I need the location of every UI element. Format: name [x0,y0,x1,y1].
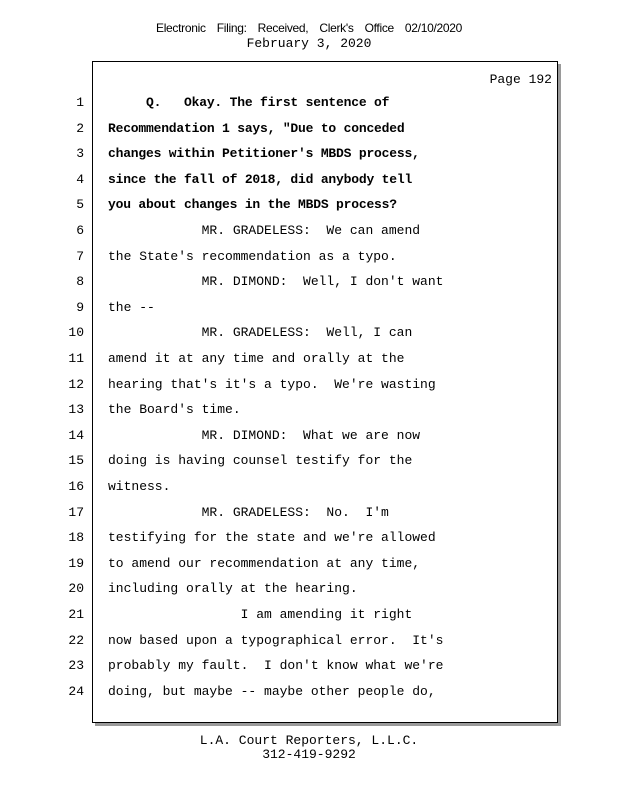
line-text: MR. DIMOND: What we are now [108,427,421,443]
line-text: the -- [108,299,155,315]
line-text: doing is having counsel testify for the [108,453,413,469]
reporter-company: L.A. Court Reporters, L.L.C. [199,733,419,748]
line-text: MR. GRADELESS: Well, I can [108,325,413,341]
line-number: 11 [68,351,84,366]
page-number: Page 192 [489,72,552,87]
line-text: the State's recommendation as a typo. [108,248,397,264]
transcript-line [0,197,618,217]
transcript-line [0,351,618,371]
transcript-line [0,530,618,550]
line-number: 22 [68,632,84,648]
transcript-line [0,249,618,269]
transcript-line [0,377,618,397]
transcript-line [0,428,618,448]
line-number: 8 [76,274,84,290]
transcript-line [0,325,618,345]
line-number: 20 [68,581,84,597]
line-text: amend it at any time and orally at the [108,351,405,366]
line-text: Recommendation 1 says, "Due to conceded [108,120,405,136]
transcript-line [0,223,618,243]
transcript-line [0,658,618,678]
line-text: now based upon a typographical error. It's [108,632,444,648]
reporter-phone: 312-419-9292 [262,747,356,762]
line-number: 1 [76,95,84,110]
transcript-line [0,453,618,473]
line-text: including orally at the hearing. [108,581,358,597]
transcript-line [0,633,618,653]
line-number: 3 [76,146,84,162]
line-number: 7 [76,248,84,264]
transcript-line [0,556,618,576]
line-number: 14 [68,427,84,443]
line-text: changes within Petitioner's MBDS process, [108,146,420,162]
transcript-line [0,684,618,704]
transcript-line [0,581,618,601]
transcript-line [0,300,618,320]
line-number: 17 [68,504,84,520]
line-text: the Board's time. [108,402,241,418]
line-number: 23 [68,658,84,674]
transcript-line [0,274,618,294]
line-number: 16 [68,479,84,494]
line-number: 18 [68,530,84,546]
line-text: since the fall of 2018, did anybody tell [108,171,413,187]
line-number: 6 [76,223,84,238]
line-number: 12 [68,376,84,392]
transcript-line [0,505,618,525]
transcript-line [0,172,618,192]
line-text: MR. GRADELESS: We can amend [108,223,421,238]
line-number: 5 [76,197,84,213]
line-number: 4 [76,171,84,187]
line-text: you about changes in the MBDS process? [108,197,397,213]
transcript-line [0,146,618,166]
line-number: 24 [68,683,84,699]
filing-stamp: Electronic Filing: Received, Clerk's Office 02/10/2020 [155,21,462,35]
transcript-line [0,607,618,627]
transcript-line [0,402,618,422]
line-number: 9 [76,299,84,315]
line-text: MR. DIMOND: Well, I don't want [108,274,444,290]
line-text: probably my fault. I don't know what we're [108,658,444,674]
line-text: testifying for the state and we're allowed [108,530,436,546]
line-number: 13 [68,402,84,418]
transcript-line [0,479,618,499]
line-text: Q. Okay. The first sentence of [108,95,390,110]
line-text: doing, but maybe -- maybe other people do, [108,683,436,699]
line-number: 2 [76,120,84,136]
line-number: 15 [68,453,84,469]
transcript-date: February 3, 2020 [246,36,372,51]
line-text: to amend our recommendation at any time, [108,555,421,571]
line-number: 10 [68,325,84,341]
line-text: hearing that's it's a typo. We're wasting [108,376,436,392]
line-number: 21 [68,607,84,622]
transcript-line [0,121,618,141]
line-text: witness. [108,479,171,494]
line-text: I am amending it right [108,607,413,622]
line-text: MR. GRADELESS: No. I'm [108,504,389,520]
line-number: 19 [68,555,84,571]
transcript-line [0,95,618,115]
